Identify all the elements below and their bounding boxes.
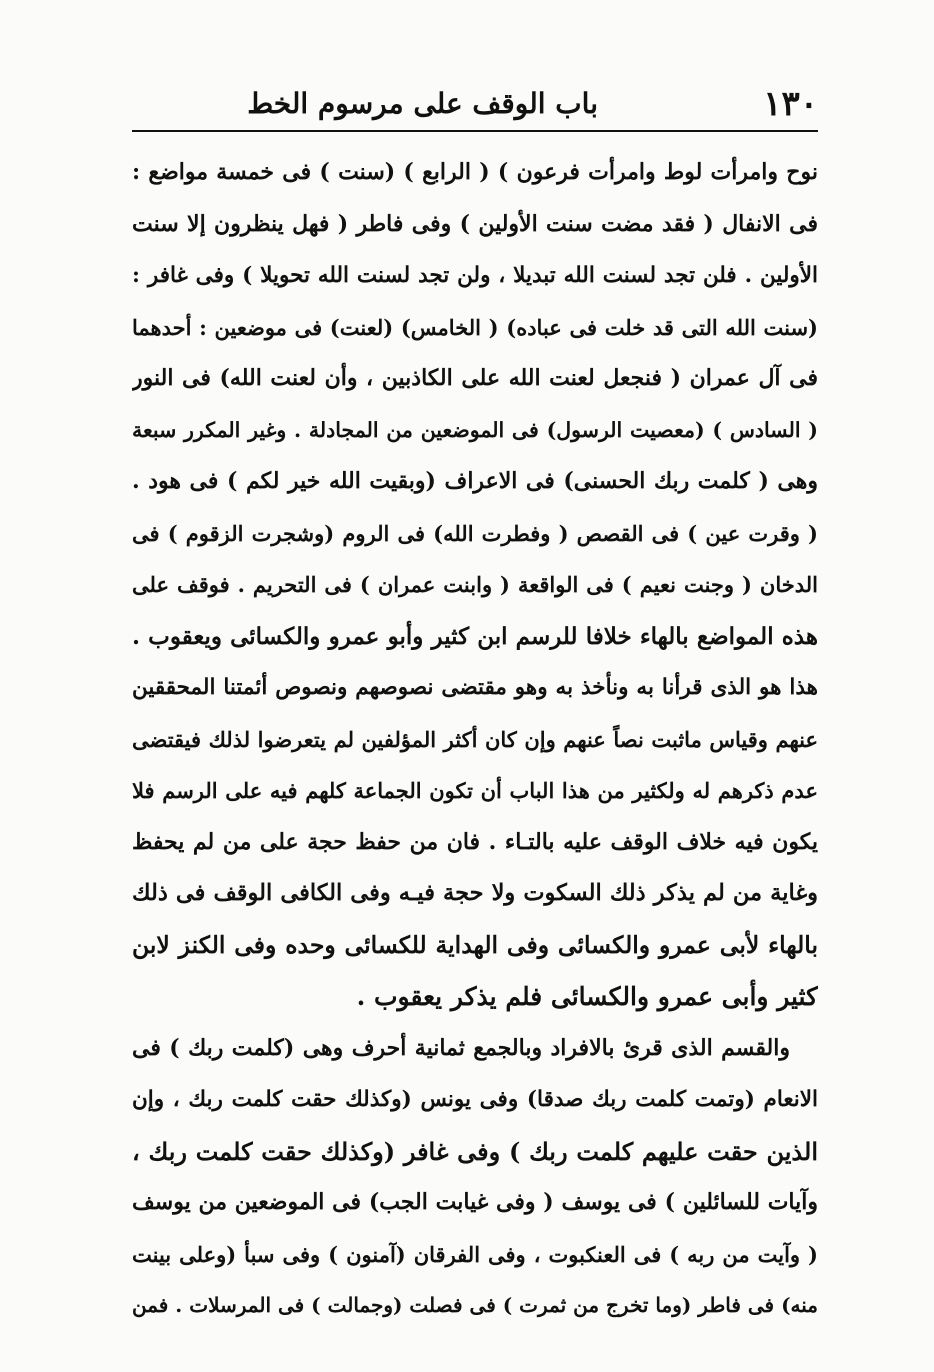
text-line: هذه المواضع بالهاء خلافا للرسم ابن كثير وأبو عمرو والكسائى ويعقوب .	[132, 622, 818, 650]
text-line: والقسم الذى قرئ بالافراد وبالجمع ثمانية أحرف وهى (كلمت ربك ) فى	[132, 1034, 790, 1061]
text-line: الانعام (وتمت كلمت ربك صدقا) وفى يونس (وكذلك حقت كلمت ربك ، وإن	[132, 1087, 818, 1112]
text-line: بالهاء لأبى عمرو والكسائى وفى الهداية للكسائى وحده وفى الكنز لابن	[132, 930, 818, 959]
text-line: الذين حقت عليهم كلمت ربك ) وفى غافر (وكذلك حقت كلمت ربك ،	[132, 1136, 818, 1166]
text-line: كثير وأبى عمرو والكسائى فلم يذكر يعقوب .	[356, 982, 818, 1011]
text-line: الأولين . فلن تجد لسنت الله تبديلا ، ولن تجد لسنت الله تحويلا ) وفى غافر :	[132, 263, 818, 288]
text-line: عنهم وقياس ماثبت نصاً عنهم وإن كان أكثر المؤلفين لم يتعرضوا لذلك فيقتضى	[132, 726, 818, 752]
running-title: باب الوقف على مرسوم الخط	[247, 87, 598, 120]
text-line: ( السادس ) (معصيت الرسول) فى الموضعين من المجادلة . وغير المكرر سبعة	[132, 417, 818, 442]
body-text	[132, 147, 818, 1332]
text-line: يكون فيه خلاف الوقف عليه بالتـاء . فان من حفظ حجة على من لم يحفظ	[132, 828, 818, 855]
text-line: ( وقرت عين ) فى القصص ( وفطرت الله) فى الروم (وشجرت الزقوم ) فى	[132, 520, 818, 546]
text-line: منه) فى فاطر (وما تخرج من ثمرت ) فى فصلت (وجمالت ) فى المرسلات . فمن	[132, 1293, 818, 1317]
text-line: وغاية من لم يذكر ذلك السكوت ولا حجة فيـه وفى الكافى الوقف فى ذلك	[132, 880, 818, 906]
page-number: ١٣٠	[763, 84, 818, 124]
text-line: نوح وامرأت لوط وامرأت فرعون ) ( الرابع ) (سنت ) فى خمسة مواضع :	[132, 159, 818, 185]
text-line: وهى ( كلمت ربك الحسنى) فى الاعراف (وبقيت الله خير لكم ) فى هود .	[132, 468, 818, 494]
text-line: فى آل عمران ( فنجعل لعنت الله على الكاذبين ، وأن لعنت الله) فى النور	[132, 365, 818, 391]
header-rule	[132, 130, 818, 132]
text-line: ( وآيت من ربه ) فى العنكبوت ، وفى الفرقان (آمنون ) وفى سبأ (وعلى بينت	[132, 1241, 818, 1267]
text-line: (سنت الله التى قد خلت فى عباده) ( الخامس) (لعنت) فى موضعين : أحدهما	[132, 314, 818, 340]
text-line: وآيات للسائلين ) فى يوسف ( وفى غيابت الجب) فى الموضعين من يوسف	[132, 1189, 818, 1215]
page-header	[132, 82, 818, 126]
text-line: عدم ذكرهم له ولكثير من هذا الباب أن تكون الجماعة كلهم فيه على الرسم فلا	[132, 778, 818, 803]
text-line: هذا هو الذى قرأنا به ونأخذ به وهو مقتضى نصوصهم ونصوص أئمتنا المحققين	[132, 675, 818, 700]
text-line: الدخان ( وجنت نعيم ) فى الواقعة ( وابنت عمران ) فى التحريم . فوقف على	[132, 572, 818, 597]
text-line: فى الانفال ( فقد مضت سنت الأولين ) وفى فاطر ( فهل ينظرون إلا سنت	[132, 210, 818, 237]
